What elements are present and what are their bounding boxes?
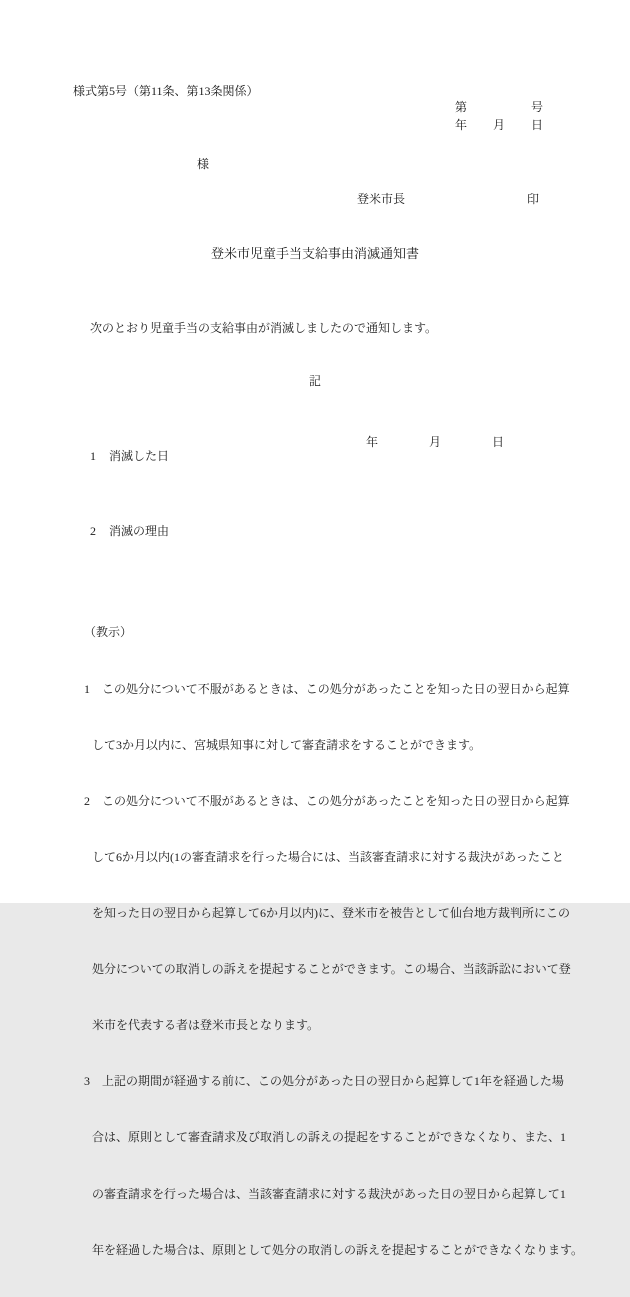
item-number: 1 [90,449,96,463]
issue-date-month: 月 [492,118,505,132]
issuer-row [0,192,630,206]
doc-number-row [455,100,543,114]
issuer-title: 登米市長 [357,192,406,206]
cessation-date-year: 年 [366,435,379,449]
addressee-honorific: 様 [197,157,210,171]
instruction-line: 年を経過した場合は、原則として処分の取消しの訴えを提起することができなくなります。 [92,1242,584,1257]
cessation-date-day: 日 [491,435,504,449]
issue-date-day: 日 [530,118,543,132]
instruction-line: して3か月以内に、宮城県知事に対して審査請求をすることができます。 [92,737,482,752]
instruction-line: 処分についての取消しの訴えを提起することができます。この場合、当該訴訟において登 [92,962,571,977]
body-sentence: 次のとおり児童手当の支給事由が消滅しましたので通知します。 [90,321,438,335]
cessation-date-fields [366,435,504,449]
instruction-line: 1 この処分について不服があるときは、この処分があったことを知った日の翌日から起算 [84,681,570,696]
instruction-line: して6か月以内(1の審査請求を行った場合には、当該審査請求に対する裁決があったこと [92,849,564,864]
instruction-line: 2 この処分について不服があるときは、この処分があったことを知った日の翌日から起算 [84,793,570,808]
issue-date-row [455,118,543,132]
list-marker: 記 [308,374,321,388]
document-title: 登米市児童手当支給事由消滅通知書 [210,246,419,261]
issuer-seal-mark: 印 [527,192,540,206]
instruction-line: 合は、原則として審査請求及び取消しの訴えの提起をすることができなくなり、また、1 [92,1130,567,1145]
item-cessation-date [78,435,169,477]
instruction-line: 米市を代表する者は登米市長となります。 [92,1018,320,1033]
item-label: 消滅した日 [109,449,170,463]
instruction-line: を知った日の翌日から起算して6か月以内)に、登米市を被告として仙台地方裁判所にこの [92,905,570,920]
form-label: 様式第5号（第11条、第13条関係） [73,84,259,98]
instructions-section [84,586,584,1297]
issue-date-year: 年 [455,118,468,132]
doc-number-suffix: 号 [530,100,543,114]
item-label: 消滅の理由 [109,524,170,538]
cessation-date-month: 月 [428,435,441,449]
instruction-line: 3 上記の期間が経過する前に、この処分があった日の翌日から起算して1年を経過した場 [84,1074,564,1089]
item-cessation-reason [78,510,169,552]
instruction-line: の審査請求を行った場合は、当該審査請求に対する裁決があった日の翌日から起算して1 [92,1186,566,1201]
instructions-heading: （教示） [84,625,133,640]
item-number: 2 [90,524,96,538]
doc-number-prefix: 第 [455,100,468,114]
